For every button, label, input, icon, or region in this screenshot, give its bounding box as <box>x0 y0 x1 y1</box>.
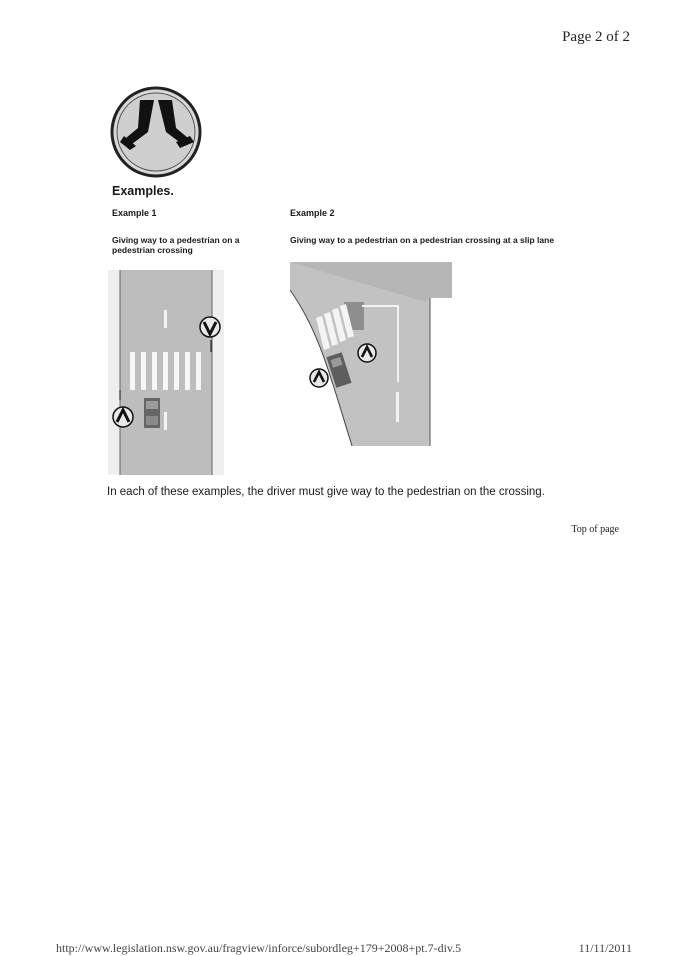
example-1-diagram <box>108 270 224 475</box>
example-1-description: Giving way to a pedestrian on a pedestrian crossing <box>112 235 240 255</box>
footer-date: 11/11/2011 <box>578 941 632 955</box>
example-2-diagram <box>286 262 456 446</box>
top-of-page-link[interactable]: Top of page <box>571 524 619 535</box>
example-1-title: Example 1 <box>112 208 157 218</box>
pedestrian-crossing-sign-icon <box>110 86 202 178</box>
examples-heading: Examples. <box>112 184 174 198</box>
example-2-description: Giving way to a pedestrian on a pedestrian crossing at a slip lane <box>290 235 555 245</box>
page-number: Page 2 of 2 <box>562 29 630 45</box>
example-2-title: Example 2 <box>290 208 335 218</box>
footer-url: http://www.legislation.nsw.gov.au/fragview/inforce/subordleg+179+2008+pt.7-div.5 <box>56 941 462 955</box>
print-footer <box>56 941 632 956</box>
examples-caption: In each of these examples, the driver must give way to the pedestrian on the crossing. <box>107 486 545 498</box>
